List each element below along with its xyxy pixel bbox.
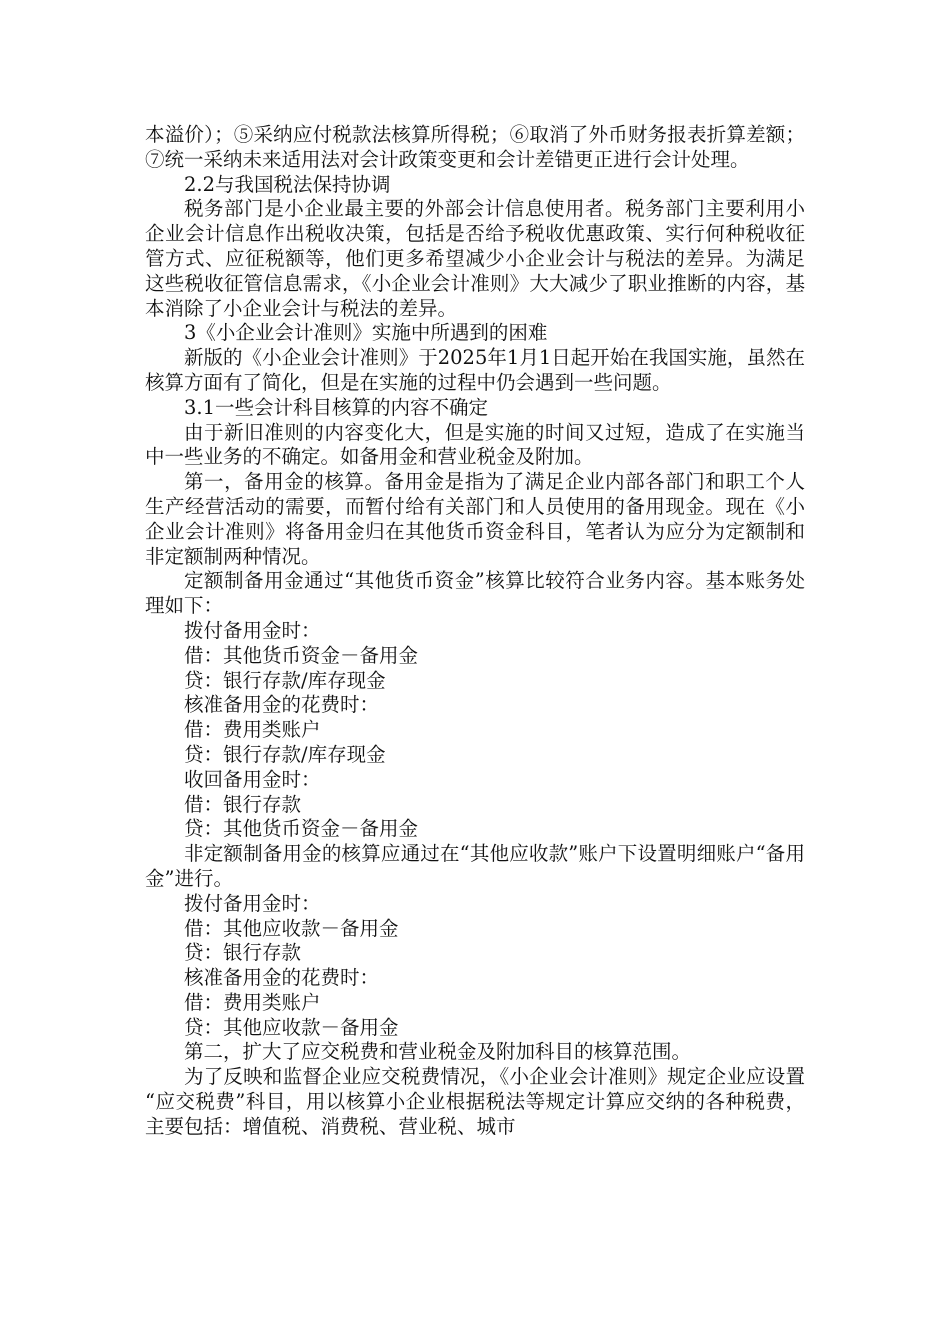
journal-line: 核准备用金的花费时： bbox=[184, 966, 380, 990]
journal-line: 贷：银行存款/库存现金 bbox=[184, 668, 386, 692]
paragraph: 非定额制备用金的核算应通过在“其他应收款”账户下设置明细账户“备用金”进行。 bbox=[145, 842, 805, 890]
paragraph: 第一，备用金的核算。备用金是指为了满足企业内部各部门和职工个人生产经营活动的需要，而暂付给有关部门和人员使用的备用现金。现在《小企业会计准则》将备用金归在其他货币资金科目，笔者认为应分为定额制和非定额制两种情况。 bbox=[145, 470, 805, 568]
journal-line: 借：其他货币资金－备用金 bbox=[184, 643, 419, 667]
journal-line: 贷：其他应收款－备用金 bbox=[184, 1015, 399, 1039]
journal-line: 拨付备用金时： bbox=[184, 618, 321, 642]
journal-line: 借：银行存款 bbox=[184, 792, 302, 816]
section-heading: 3《小企业会计准则》实施中所遇到的困难 bbox=[184, 321, 548, 345]
paragraph: 税务部门是小企业最主要的外部会计信息使用者。税务部门主要利用小企业会计信息作出税收决策，包括是否给予税收优惠政策、实行何种税收征管方式、应征税额等，他们更多希望减少小企业会计与税法的差异。为满足这些税收征管信息需求，《小企业会计准则》大大减少了职业推断的内容，基本消除了小企业会计与税法的差异。 bbox=[145, 197, 805, 320]
paragraph: 由于新旧准则的内容变化大，但是实施的时间又过短，造成了在实施当中一些业务的不确定。如备用金和营业税金及附加。 bbox=[145, 420, 805, 469]
section-heading: 3.1一些会计科目核算的内容不确定 bbox=[184, 395, 489, 419]
journal-line: 贷：银行存款/库存现金 bbox=[184, 742, 386, 766]
journal-line: 借：其他应收款－备用金 bbox=[184, 916, 399, 940]
section-heading: 2.2与我国税法保持协调 bbox=[184, 172, 391, 196]
paragraph: 新版的《小企业会计准则》于2025年1月1日起开始在我国实施，虽然在核算方面有了简化，但是在实施的过程中仍会遇到一些问题。 bbox=[145, 346, 805, 394]
journal-line: 借：费用类账户 bbox=[184, 718, 321, 742]
journal-line: 拨付备用金时： bbox=[184, 891, 321, 915]
paragraph: 定额制备用金通过“其他货币资金”核算比较符合业务内容。基本账务处理如下： bbox=[145, 569, 805, 618]
journal-line: 贷：银行存款 bbox=[184, 941, 302, 965]
paragraph: 第二，扩大了应交税费和营业税金及附加科目的核算范围。 bbox=[184, 1040, 692, 1064]
document-page bbox=[145, 123, 805, 1140]
journal-line: 核准备用金的花费时： bbox=[184, 693, 380, 717]
journal-line: 贷：其他货币资金－备用金 bbox=[184, 817, 419, 841]
paragraph: 为了反映和监督企业应交税费情况，《小企业会计准则》规定企业应设置“应交税费”科目，用以核算小企业根据税法等规定计算应交纳的各种税费，主要包括：增值税、消费税、营业税、城市 bbox=[145, 1065, 805, 1138]
paragraph: 本溢价）；⑤采纳应付税款法核算所得税；⑥取消了外币财务报表折算差额；⑦统一采纳未来适用法对会计政策变更和会计差错更正进行会计处理。 bbox=[145, 123, 805, 171]
journal-line: 收回备用金时： bbox=[184, 767, 321, 791]
journal-line: 借：费用类账户 bbox=[184, 990, 321, 1014]
